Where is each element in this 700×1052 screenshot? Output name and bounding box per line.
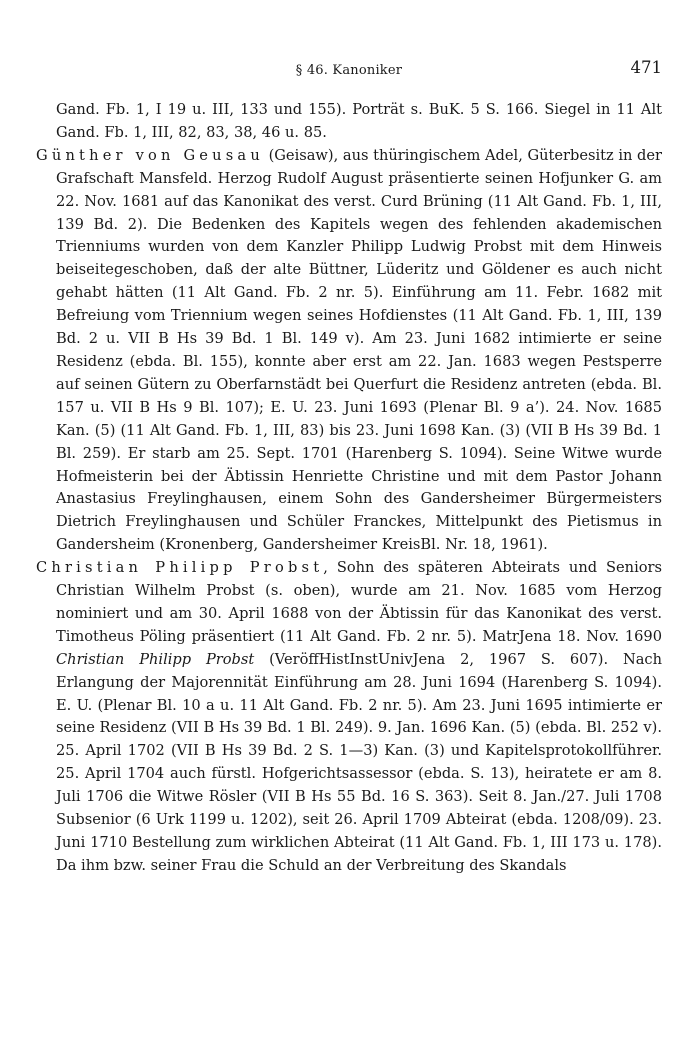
- page-header: [36, 58, 662, 84]
- running-title: § 46. Kanoniker: [295, 63, 403, 78]
- entry-italic-name: Christian Philipp Probst: [56, 650, 255, 668]
- body-text: [36, 99, 662, 878]
- continuation-paragraph: Gand. Fb. 1, I 19 u. III, 133 und 155). Porträt s. BuK. 5 S. 166. Siegel in 11 Alt Gand. Fb. 1, III, 82, 83, 38, 46 u. 85.: [56, 101, 662, 141]
- entry-name: Christian Philipp Probst: [36, 559, 324, 577]
- entry-christian-philipp-probst: [36, 557, 662, 878]
- entry-name: Günther von Geusau: [36, 146, 264, 164]
- entry-guenther-von-geusau: [36, 145, 662, 557]
- page-number: 471: [630, 58, 662, 77]
- entry-text: , Sohn des späteren Abteirats und Seniors Christian Wilhelm Probst (s. oben), wurde am 21. Nov. 1685 vom Herzog nominiert und am 30. April 1688 von der Äbtissin für das Kanonikat des verst. Timotheus Pöling präsentiert (11 Alt Gand. Fb. 2 nr. 5). MatrJena 18. Nov. 1690: [56, 559, 662, 645]
- entry-text: (Geisaw), aus thüringischem Adel, Güterbesitz in der Grafschaft Mansfeld. Herzog Rudolf August präsentierte seinen Hofjunker G. am 22. Nov. 1681 auf das Kanonikat des verst. Curd Brüning (11 Alt Gand. Fb. 1, III, 139 Bd. 2). Die Bedenken des Kapitels wegen des fehlenden akademischen Trienniums wurden von dem Kanzler Philipp Ludwig Probst mit dem Hinweis beiseitegeschoben, daß der alte Büttner, Lüderitz und Göldener es auch nicht gehabt hätten (11 Alt Gand. Fb. 2 nr. 5). Einführung am 11. Febr. 1682 mit Befreiung vom Triennium wegen seines Hofdienstes (11 Alt Gand. Fb. 1, III, 139 Bd. 2 u. VII B Hs 39 Bd. 1 Bl. 149 v). Am 23. Juni 1682 intimierte er seine Residenz (ebda. Bl. 155), konnte aber erst am 22. Jan. 1683 wegen Pestsperre auf seinen Gütern zu Oberfarnstädt bei Querfurt die Residenz antreten (ebda. Bl. 157 u. VII B Hs 9 Bl. 107); E. U. 23. Juni 1693 (Plenar Bl. 9 a’). 24. Nov. 1685 Kan. (5) (11 Alt Gand. Fb. 1, III, 83) bis 23. Juni 1698 Kan. (3) (VII B Hs 39 Bd. 1 Bl. 259). Er starb am 25. Sept. 1701 (Harenberg S. 1094). Seine Witwe wurde Hofmeisterin bei der Äbtissin Henriette Christine und mit dem Pastor Johann Anastasius Freylinghausen, einem Sohn des Gandersheimer Bürgermeisters Dietrich Freylinghausen und Schüler Franckes, Mittelpunkt des Pietismus in Gandersheim (Kronenberg, Gandersheimer KreisBl. Nr. 18, 1961).: [56, 146, 662, 554]
- entry-text-continued: (VeröffHistInstUnivJena 2, 1967 S. 607). Nach Erlangung der Majorennität Einführung am 28. Juni 1694 (Harenberg S. 1094). E. U. (Plenar Bl. 10 a u. 11 Alt Gand. Fb. 2 nr. 5). Am 23. Juni 1695 intimierte er seine Residenz (VII B Hs 39 Bd. 1 Bl. 249). 9. Jan. 1696 Kan. (5) (ebda. Bl. 252 v). 25. April 1702 (VII B Hs 39 Bd. 2 S. 1—3) Kan. (3) und Kapitelsprotokollführer. 25. April 1704 auch fürstl. Hofgerichtsassessor (ebda. S. 13), heiratete er am 8. Juli 1706 die Witwe Rösler (VII B Hs 55 Bd. 16 S. 363). Seit 8. Jan./27. Juli 1708 Subsenior (6 Urk 1199 u. 1202), seit 26. April 1709 Abteirat (ebda. 1208/09). 23. Juni 1710 Bestellung zum wirklichen Abteirat (11 Alt Gand. Fb. 1, III 173 u. 178). Da ihm bzw. seiner Frau die Schuld an der Verbreitung des Skandals: [56, 650, 662, 874]
